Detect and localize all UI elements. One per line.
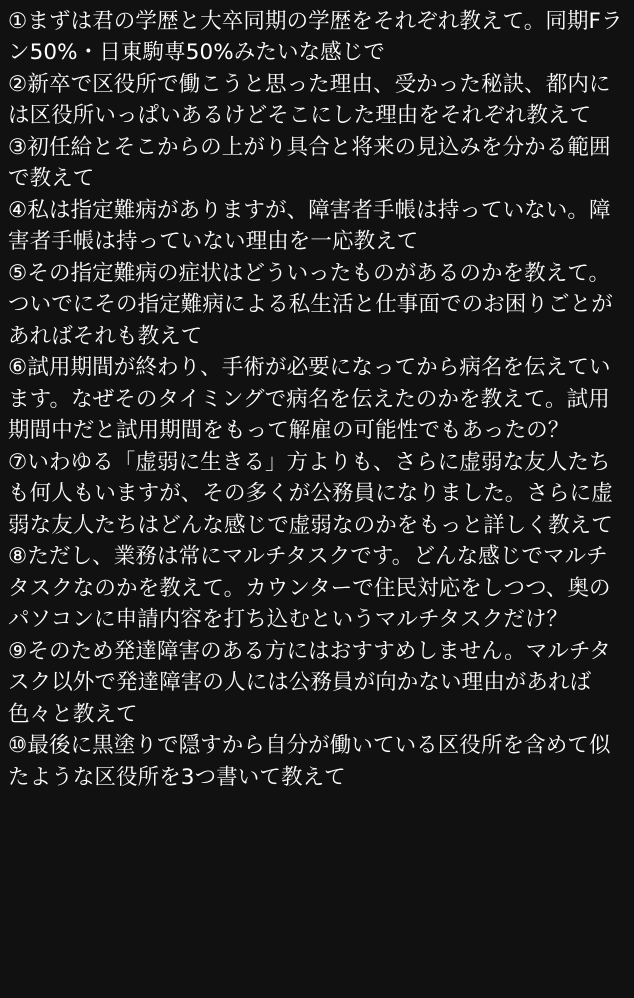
message-line: ⑩最後に黒塗りで隠すから自分が働いている区役所を含めて似たような区役所を3つ書いて教えて bbox=[8, 733, 611, 790]
message-line: ②新卒で区役所で働こうと思った理由、受かった秘訣、都内には区役所いっぱいあるけどそこにした理由をそれぞれ教えて bbox=[8, 71, 611, 129]
message-line: ①まずは君の学歴と大卒同期の学歴をそれぞれ教えて。同期Fラン50%・日東駒専50%みたいな感じで bbox=[8, 9, 623, 66]
message-line: ⑨そのため発達障害のある方にはおすすめしません。マルチタスク以外で発達障害の人には公務員が向かない理由があれば色々と教えて bbox=[8, 638, 612, 727]
message-line: ③初任給とそこからの上がり具合と将来の見込みを分かる範囲で教えて bbox=[8, 134, 611, 192]
message-line: ⑧ただし、業務は常にマルチタスクです。どんな感じでマルチタスクなのかを教えて。カウンターで住民対応をしつつ、奥のパソコンに申請内容を打ち込むというマルチタスクだけ？ bbox=[8, 544, 611, 633]
message-line: ⑤その指定難病の症状はどういったものがあるのかを教えて。ついでにその指定難病による私生活と仕事面でのお困りごとがあればそれも教えて bbox=[8, 260, 613, 349]
message-line: ⑦いわゆる「虚弱に生きる」方よりも、さらに虚弱な友人たちも何人もいますが、その多くが公務員になりました。さらに虚弱な友人たちはどんな感じで虚弱なのかをもっと詳しく教えて bbox=[8, 449, 613, 538]
message-line: ④私は指定難病がありますが、障害者手帳は持っていない。障害者手帳は持っていない理由を一応教えて bbox=[8, 197, 611, 255]
message-line: ⑥試用期間が終わり、手術が必要になってから病名を伝えています。なぜそのタイミングで病名を伝えたのかを教えて。試用期間中だと試用期間をもって解雇の可能性でもあったの？ bbox=[8, 355, 611, 444]
